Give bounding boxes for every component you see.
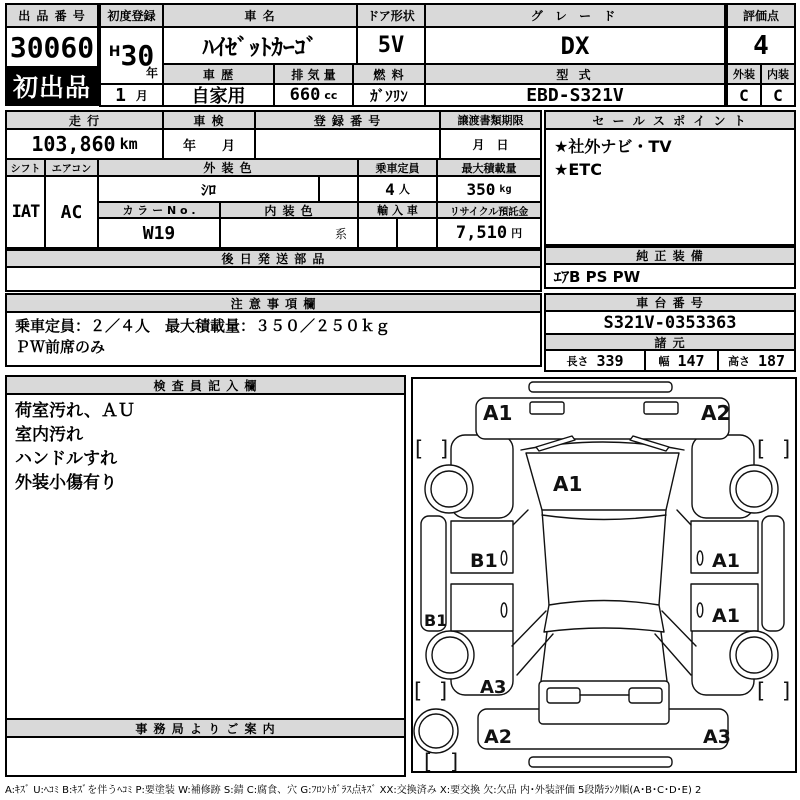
mileage-unit: km [119, 135, 138, 153]
length-label: 長さ [566, 354, 589, 368]
inspector-line: 荷室汚れ、ＡＵ [15, 401, 136, 421]
exterior-grade-value: C [727, 84, 761, 106]
capacity-cell [358, 176, 437, 202]
transfer-value: 月 日 [440, 129, 541, 159]
inspector-line: ハンドルすれ [15, 449, 117, 469]
inspector-line: 室内汚れ [15, 425, 83, 445]
damage-label-door-front-right: A1 [712, 550, 740, 572]
spare-tire-rim [419, 714, 453, 748]
office-header: 事 務 局 よ り ご 案 内 [6, 719, 405, 737]
aircon-header: エアコン [45, 159, 98, 176]
wheel-rear-right-rim [736, 637, 772, 673]
later-parts-box [6, 267, 541, 291]
reg-no-value [255, 129, 440, 159]
model-value: EBD-S321V [425, 84, 725, 106]
width-cell [645, 350, 718, 371]
windshield [526, 453, 679, 510]
wheel-front-right-rim [736, 471, 772, 507]
year-suffix: 年 [145, 66, 158, 80]
door-value: 5V [357, 27, 425, 64]
corner-bracket: ] [440, 437, 449, 461]
displacement-cell [274, 84, 353, 106]
ext-color-header: 外 装 色 [98, 159, 358, 176]
capacity-value: 4 [385, 179, 395, 199]
damage-label-front-left: A1 [483, 401, 513, 425]
damage-label-door-front-left: B1 [470, 550, 498, 572]
damage-label-rear-panel-left: A2 [484, 726, 512, 748]
score-value: 4 [727, 27, 795, 64]
width-label: 幅 [658, 354, 670, 368]
sales-point-box [545, 129, 795, 245]
first-reg-month: 1 [115, 84, 126, 106]
damage-label-rocker-left: B1 [424, 611, 448, 630]
recycle-cell [437, 218, 541, 248]
tail-lamp-left [547, 688, 580, 703]
corner-bracket: ] [782, 679, 791, 703]
first-listing-badge: 初出品 [6, 67, 98, 105]
length-cell [545, 350, 645, 371]
model-header: 型 式 [425, 64, 725, 84]
corner-bracket: [ [424, 750, 433, 771]
int-color-header: 内 装 色 [220, 202, 358, 218]
mileage-value: 103,860 [31, 132, 116, 156]
max-load-cell [437, 176, 541, 202]
sales-point-header: セ ー ル ス ポ イ ン ト [545, 111, 795, 129]
interior-grade-header: 内装 [761, 64, 795, 84]
color-no-value: W19 [98, 218, 220, 248]
damage-label-front-right: A2 [701, 401, 731, 425]
int-color-value: 系 [220, 218, 358, 248]
sales-point-item: ★社外ナビ・TV [554, 137, 672, 156]
height-value: 187 [757, 351, 786, 370]
car-diagram-box [411, 377, 797, 773]
rear-bumper [529, 757, 672, 767]
damage-label-windshield: A1 [553, 472, 583, 496]
windshield-lower-arc [542, 515, 666, 520]
height-label: 高さ [727, 354, 750, 368]
ext-color-value: ｼﾛ [98, 176, 319, 202]
displacement-unit: cc [324, 88, 338, 102]
car-name-header: 車 名 [163, 4, 357, 27]
displacement-header: 排 気 量 [274, 64, 353, 84]
inspector-header: 検 査 員 記 入 欄 [6, 376, 405, 394]
max-load-value: 350 [466, 179, 496, 199]
first-reg-era: H [108, 43, 121, 60]
month-suffix: 月 [135, 88, 148, 103]
import-cell-a [358, 218, 397, 248]
inspection-value: 年 月 [163, 129, 255, 159]
notes-line: 乗車定員：２／４人 最大積載量：３５０／２５０ｋｇ [15, 317, 391, 335]
sales-point-item: ★ETC [554, 160, 602, 179]
grade-header: グ レ ー ド [425, 4, 725, 27]
height-cell [718, 350, 795, 371]
grade-value: DX [425, 27, 725, 64]
notes-box [6, 312, 541, 366]
office-box [6, 737, 405, 776]
history-value: 自家用 [163, 84, 274, 106]
car-name-value: ﾊｲｾﾞｯﾄｶｰｺﾞ [163, 27, 357, 64]
corner-bracket: [ [757, 437, 766, 461]
history-header: 車 歴 [163, 64, 274, 84]
lot-no-value: 30060 [6, 27, 98, 67]
door-header: ドア形状 [357, 4, 425, 27]
rocker-panel-right [762, 516, 784, 631]
dimensions-header: 諸 元 [545, 334, 795, 350]
mileage-header: 走 行 [6, 111, 163, 129]
max-load-header: 最大積載量 [437, 159, 541, 176]
capacity-unit: 人 [398, 183, 410, 196]
recycle-unit: 円 [511, 227, 523, 240]
shift-value: IAT [6, 176, 45, 248]
corner-bracket: ] [450, 750, 459, 771]
inspector-box [6, 394, 405, 719]
wheel-front-left-rim [431, 471, 467, 507]
inspection-header: 車 検 [163, 111, 255, 129]
notes-line: ＰＷ前席のみ [15, 338, 106, 356]
rear-window [544, 601, 664, 633]
first-reg-year: 30 [120, 39, 155, 72]
inspector-line: 外装小傷有り [15, 473, 117, 493]
roof-side-lines [542, 510, 666, 605]
a-pillar-lines [513, 510, 691, 525]
front-bumper [529, 382, 672, 392]
door-handle [697, 551, 703, 565]
wheel-rear-left-rim [432, 637, 468, 673]
capacity-header: 乗車定員 [358, 159, 437, 176]
fuel-header: 燃 料 [353, 64, 425, 84]
legend-text: A:ｷｽﾞ U:ﾍｺﾐ B:ｷｽﾞを伴うﾍｺﾐ P:要塗装 W:補修跡 S:錆 C:腐食、穴 G:ﾌﾛﾝﾄｶﾞﾗｽ点ｷｽﾞ XX:交換済み X:要交換 欠:欠品 内･外装評価 5段階ﾗﾝｸ順(A･B･C･D･E) 2 [5, 785, 702, 796]
recycle-header: リサイクル預託金 [437, 202, 541, 218]
headlight-left [530, 402, 564, 414]
shift-header: シフト [6, 159, 45, 176]
recycle-value: 7,510 [455, 223, 508, 243]
damage-label-door-rear-right: A1 [712, 605, 740, 627]
transfer-header: 譲渡書類期限 [440, 111, 541, 129]
corner-bracket: [ [757, 679, 766, 703]
score-header: 評価点 [727, 4, 795, 27]
width-value: 147 [677, 351, 705, 370]
import-header: 輸 入 車 [358, 202, 437, 218]
displacement-value: 660 [289, 85, 321, 105]
max-load-unit: kg [499, 183, 512, 195]
aircon-value: AC [45, 176, 98, 248]
front-panel [476, 398, 729, 439]
first-reg-year-cell [100, 27, 163, 84]
interior-grade-value: C [761, 84, 795, 106]
gate-connector-lines [541, 632, 667, 681]
mileage-cell [6, 129, 163, 159]
genuine-equipment-header: 純 正 装 備 [545, 247, 795, 264]
length-value: 339 [596, 351, 624, 370]
corner-bracket: [ [415, 437, 424, 461]
damage-label-quarter-rear-left: A3 [480, 677, 507, 698]
first-reg-header: 初度登録 [100, 4, 163, 27]
corner-bracket: ] [782, 437, 791, 461]
tail-lamp-right [629, 688, 662, 703]
car-diagram [413, 379, 795, 771]
door-handle [697, 603, 703, 617]
corner-bracket: ] [439, 679, 448, 703]
chassis-header: 車 台 番 号 [545, 294, 795, 311]
later-parts-header: 後 日 発 送 部 品 [6, 250, 541, 267]
ext-color-sub-cell [319, 176, 358, 202]
door-handle [501, 551, 507, 565]
headlight-right [644, 402, 678, 414]
fuel-value: ｶﾞｿﾘﾝ [353, 84, 425, 106]
chassis-value: S321V-0353363 [545, 311, 795, 334]
first-reg-month-cell [100, 84, 163, 106]
import-cell-b [397, 218, 437, 248]
corner-bracket: [ [414, 679, 423, 703]
lot-no-header: 出 品 番 号 [6, 4, 98, 27]
genuine-equipment-value: ｴｱB PS PW [545, 264, 795, 288]
notes-header: 注 意 事 項 欄 [6, 294, 541, 312]
door-handle [501, 603, 507, 617]
exterior-grade-header: 外装 [727, 64, 761, 84]
damage-label-rear-panel-right: A3 [703, 726, 731, 748]
reg-no-header: 登 録 番 号 [255, 111, 440, 129]
color-no-header: カ ラ ー N o . [98, 202, 220, 218]
